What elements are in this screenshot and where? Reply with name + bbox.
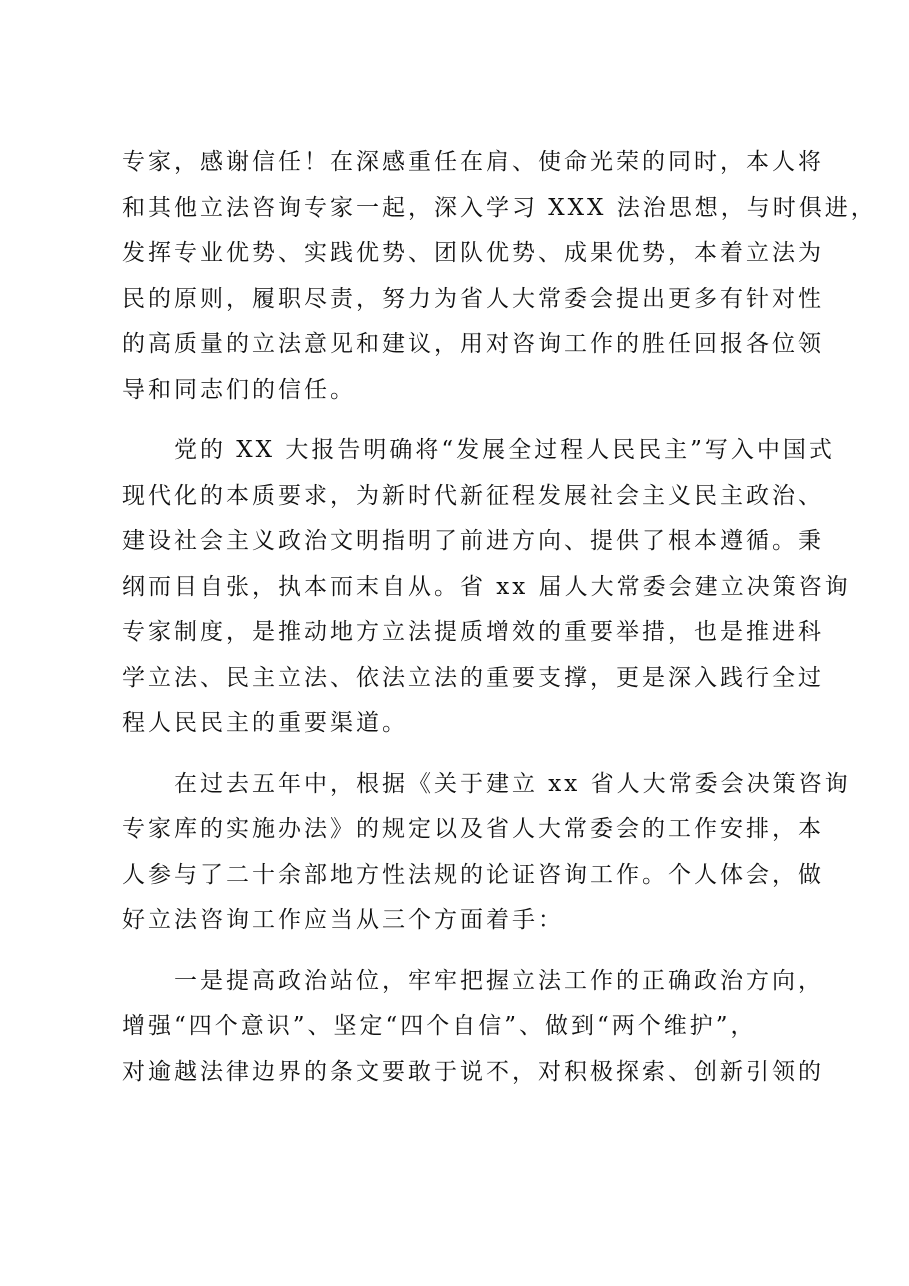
paragraph-3 — [122, 762, 851, 944]
text-line: 的高质量的立法意见和建议，用对咨询工作的胜任回报各位领 — [122, 331, 824, 357]
text-line: 发挥专业优势、实践优势、团队优势、成果优势，本着立法为 — [122, 240, 824, 266]
text-line: 现代化的本质要求，为新时代新征程发展社会主义民主政治、 — [122, 482, 824, 509]
text-line: 民的原则，履职尽责，努力为省人大常委会提出更多有针对性 — [122, 285, 824, 312]
text-line: 纲而目自张，执本而末自从。省 xx 届人大常委会建立决策咨询 — [122, 573, 851, 600]
text-line: 专家制度，是推动地方立法提质增效的重要举措，也是推进科 — [122, 619, 824, 645]
text-line: 人参与了二十余部地方性法规的论证咨询工作。个人体会，做 — [122, 861, 824, 888]
text-line: 和其他立法咨询专家一起，深入学习 XXX 法治思想，与时俱进， — [122, 194, 877, 221]
paragraph-4 — [122, 959, 824, 1096]
text-line: 专家，感谢信任！在深感重任在肩、使命光荣的同时，本人将 — [122, 149, 824, 175]
document-body — [122, 140, 877, 1095]
text-line: 建设社会主义政治文明指明了前进方向、提供了根本遵循。秉 — [122, 528, 824, 554]
paragraph-1 — [122, 140, 877, 413]
text-line: 导和同志们的信任。 — [122, 376, 356, 403]
paragraph-2 — [122, 428, 851, 747]
text-line: 好立法咨询工作应当从三个方面着手： — [122, 907, 564, 933]
text-line: 党的 XX 大报告明确将“发展全过程人民民主”写入中国式 — [122, 437, 835, 463]
text-line: 学立法、民主立法、依法立法的重要支撑，更是深入践行全过 — [122, 664, 824, 691]
text-line: 程人民民主的重要渠道。 — [122, 710, 408, 736]
text-line: 一是提高政治站位，牢牢把握立法工作的正确政治方向， — [122, 967, 824, 994]
text-line: 在过去五年中，根据《关于建立 xx 省人大常委会决策咨询 — [122, 770, 851, 797]
text-line: 对逾越法律边界的条文要敢于说不，对积极探索、创新引领的 — [122, 1058, 824, 1085]
text-line: 增强“四个意识”、坚定“四个自信”、做到“两个维护”， — [122, 1013, 757, 1039]
text-line: 专家库的实施办法》的规定以及省人大常委会的工作安排，本 — [122, 816, 824, 842]
